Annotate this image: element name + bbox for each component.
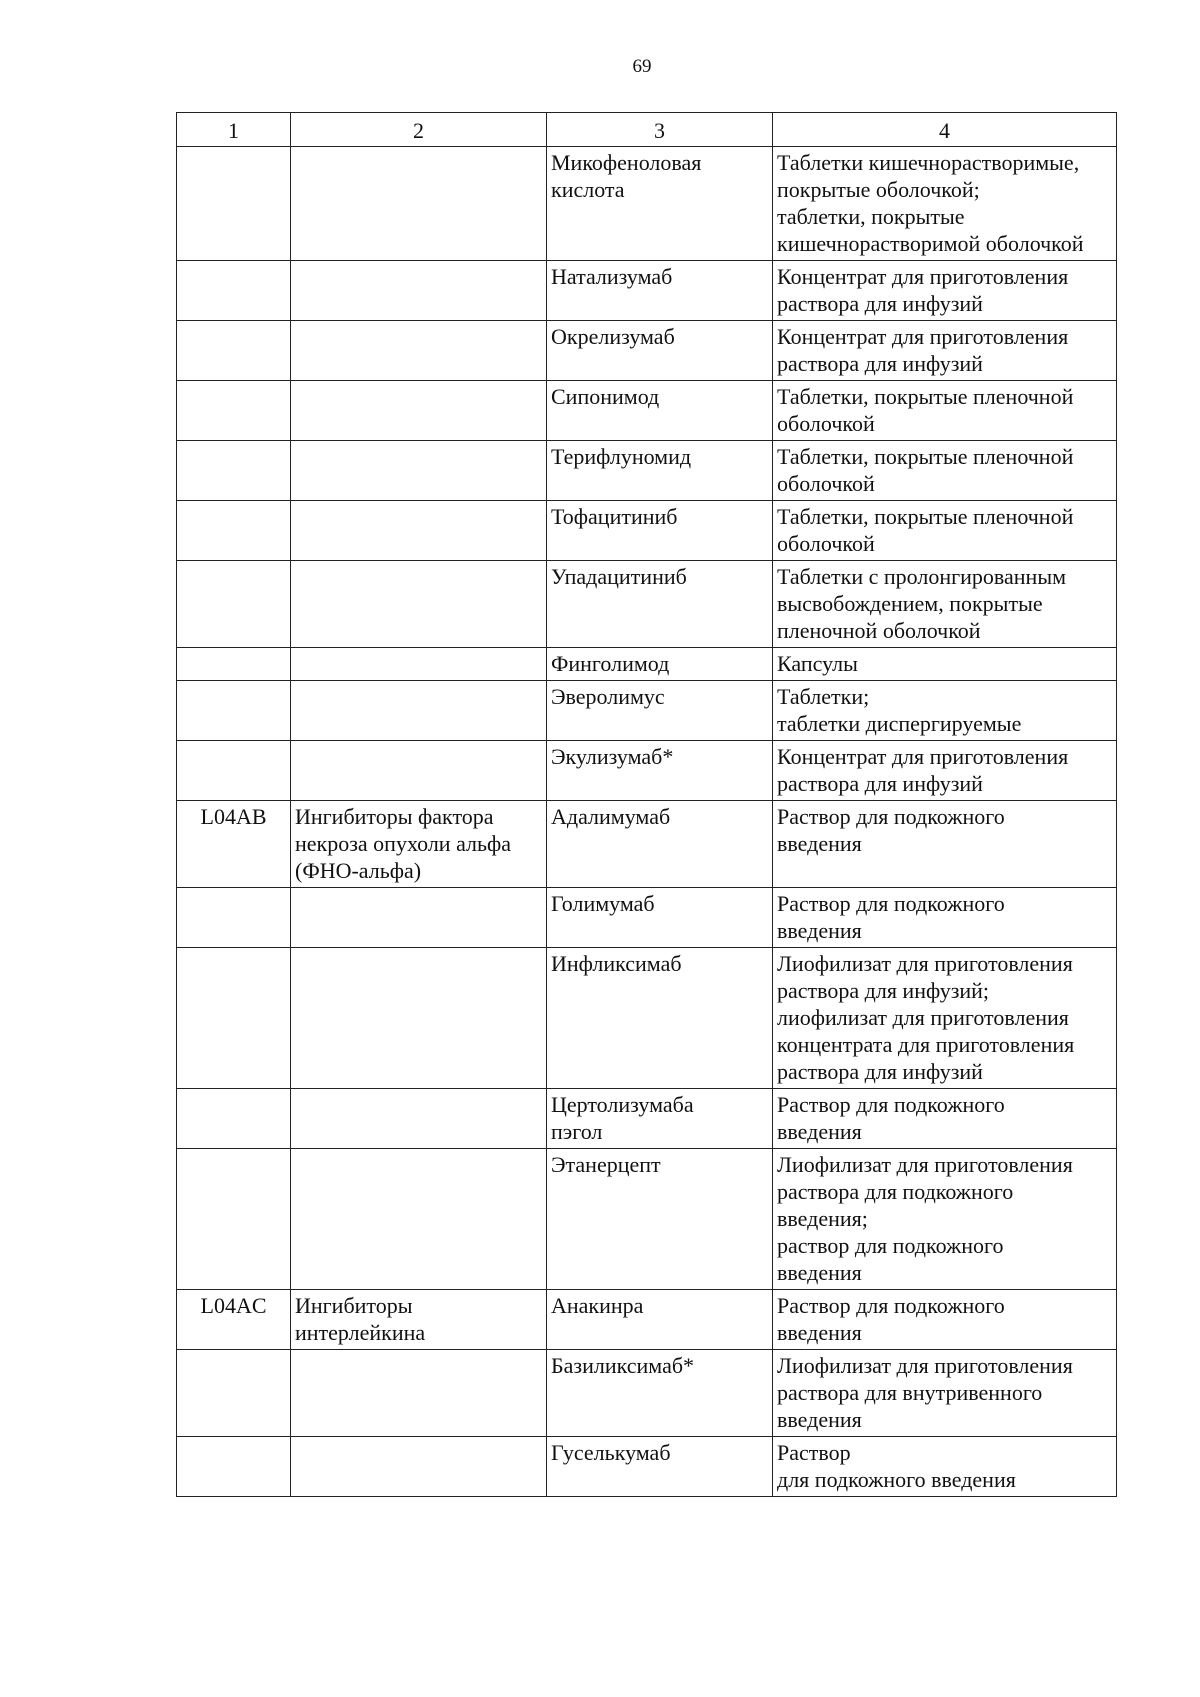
table-row: [177, 681, 1117, 741]
drug-name-cell: Анакинра: [547, 1290, 773, 1350]
group-cell: [291, 501, 547, 561]
dosage-form-cell: Таблетки, покрытые пленочной оболочкой: [773, 381, 1117, 441]
drug-name-cell: Этанерцепт: [547, 1149, 773, 1290]
atc-code-cell: L04AC: [177, 1290, 291, 1350]
table-row: [177, 321, 1117, 381]
atc-code-cell: [177, 501, 291, 561]
group-cell: Ингибиторы интерлейкина: [291, 1290, 547, 1350]
dosage-form-cell: Лиофилизат для приготовления раствора для внутривенного введения: [773, 1350, 1117, 1437]
dosage-form-cell: Раствор для подкожного введения: [773, 1089, 1117, 1149]
table-row: [177, 741, 1117, 801]
group-cell: [291, 948, 547, 1089]
group-cell: [291, 321, 547, 381]
header-col-1: 1: [177, 113, 291, 147]
drug-name-cell: Цертолизумаба пэгол: [547, 1089, 773, 1149]
table-row: [177, 561, 1117, 648]
header-row: [177, 113, 1117, 147]
dosage-form-cell: Таблетки с пролонгированным высвобождением, покрытые пленочной оболочкой: [773, 561, 1117, 648]
dosage-form-cell: Концентрат для приготовления раствора для инфузий: [773, 321, 1117, 381]
dosage-form-cell: Раствор для подкожного введения: [773, 1290, 1117, 1350]
atc-code-cell: [177, 1437, 291, 1497]
drug-table: [176, 112, 1117, 1497]
atc-code-cell: [177, 1149, 291, 1290]
header-col-2: 2: [291, 113, 547, 147]
drug-name-cell: Натализумаб: [547, 261, 773, 321]
atc-code-cell: [177, 888, 291, 948]
group-cell: Ингибиторы фактора некроза опухоли альфа (ФНО-альфа): [291, 801, 547, 888]
table-body: [177, 147, 1117, 1497]
dosage-form-cell: Таблетки, покрытые пленочной оболочкой: [773, 501, 1117, 561]
group-cell: [291, 648, 547, 681]
table-row: [177, 1350, 1117, 1437]
table-row: [177, 1290, 1117, 1350]
atc-code-cell: [177, 648, 291, 681]
drug-name-cell: Гуселькумаб: [547, 1437, 773, 1497]
dosage-form-cell: Раствор для подкожного введения: [773, 888, 1117, 948]
drug-name-cell: Адалимумаб: [547, 801, 773, 888]
drug-name-cell: Тофацитиниб: [547, 501, 773, 561]
atc-code-cell: [177, 561, 291, 648]
page-number: 69: [632, 56, 652, 77]
dosage-form-cell: Концентрат для приготовления раствора для инфузий: [773, 261, 1117, 321]
drug-name-cell: Эверолимус: [547, 681, 773, 741]
atc-code-cell: [177, 948, 291, 1089]
table-row: [177, 261, 1117, 321]
table-row: [177, 888, 1117, 948]
table-row: [177, 801, 1117, 888]
drug-name-cell: Инфликсимаб: [547, 948, 773, 1089]
table-row: [177, 1089, 1117, 1149]
header-col-3: 3: [547, 113, 773, 147]
atc-code-cell: [177, 1089, 291, 1149]
atc-code-cell: [177, 741, 291, 801]
dosage-form-cell: Раствор для подкожного введения: [773, 801, 1117, 888]
table-row: [177, 147, 1117, 261]
dosage-form-cell: Таблетки кишечнорастворимые, покрытые оболочкой; таблетки, покрытые кишечнорастворимой оболочкой: [773, 147, 1117, 261]
group-cell: [291, 147, 547, 261]
group-cell: [291, 1350, 547, 1437]
drug-name-cell: Базиликсимаб*: [547, 1350, 773, 1437]
group-cell: [291, 681, 547, 741]
atc-code-cell: [177, 1350, 291, 1437]
dosage-form-cell: Концентрат для приготовления раствора для инфузий: [773, 741, 1117, 801]
drug-name-cell: Упадацитиниб: [547, 561, 773, 648]
atc-code-cell: [177, 441, 291, 501]
atc-code-cell: [177, 147, 291, 261]
atc-code-cell: [177, 681, 291, 741]
drug-name-cell: Сипонимод: [547, 381, 773, 441]
table-row: [177, 381, 1117, 441]
group-cell: [291, 1089, 547, 1149]
table-row: [177, 501, 1117, 561]
dosage-form-cell: Капсулы: [773, 648, 1117, 681]
atc-code-cell: [177, 261, 291, 321]
group-cell: [291, 1149, 547, 1290]
table-row: [177, 648, 1117, 681]
group-cell: [291, 561, 547, 648]
header-col-4: 4: [773, 113, 1117, 147]
group-cell: [291, 261, 547, 321]
dosage-form-cell: Таблетки; таблетки диспергируемые: [773, 681, 1117, 741]
drug-name-cell: Финголимод: [547, 648, 773, 681]
dosage-form-cell: Таблетки, покрытые пленочной оболочкой: [773, 441, 1117, 501]
table-header: [177, 113, 1117, 147]
atc-code-cell: [177, 381, 291, 441]
dosage-form-cell: Лиофилизат для приготовления раствора для подкожного введения; раствор для подкожного введения: [773, 1149, 1117, 1290]
table-row: [177, 1437, 1117, 1497]
table-row: [177, 948, 1117, 1089]
drug-name-cell: Терифлуномид: [547, 441, 773, 501]
atc-code-cell: [177, 321, 291, 381]
group-cell: [291, 441, 547, 501]
group-cell: [291, 888, 547, 948]
dosage-form-cell: Лиофилизат для приготовления раствора для инфузий; лиофилизат для приготовления концентрата для приготовления раствора для инфузий: [773, 948, 1117, 1089]
atc-code-cell: L04AB: [177, 801, 291, 888]
dosage-form-cell: Раствор для подкожного введения: [773, 1437, 1117, 1497]
drug-name-cell: Голимумаб: [547, 888, 773, 948]
drug-name-cell: Окрелизумаб: [547, 321, 773, 381]
table-row: [177, 1149, 1117, 1290]
group-cell: [291, 381, 547, 441]
group-cell: [291, 741, 547, 801]
drug-name-cell: Экулизумаб*: [547, 741, 773, 801]
table-row: [177, 441, 1117, 501]
drug-name-cell: Микофеноловая кислота: [547, 147, 773, 261]
group-cell: [291, 1437, 547, 1497]
